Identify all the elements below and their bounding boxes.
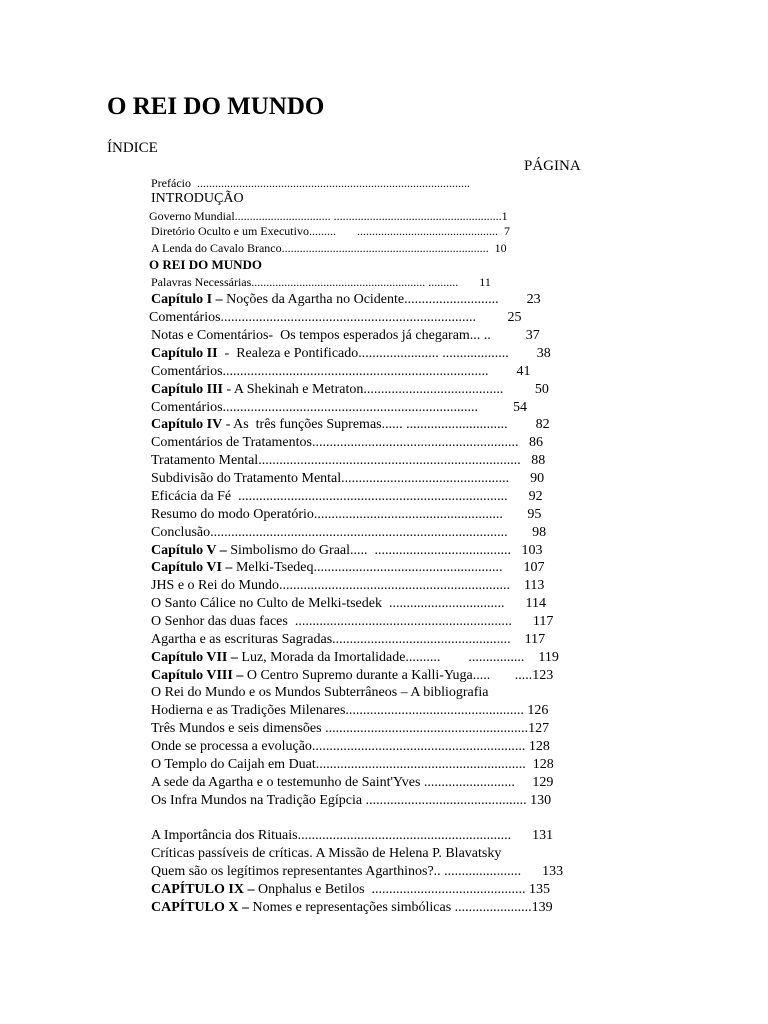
toc-entry: Quem são os legítimos representantes Agarthinos?.. ...................... 133 [151,864,564,879]
toc-entry: JHS e o Rei do Mundo.................................................................. 113 [151,578,545,593]
toc-entry: Agartha e as escrituras Sagradas................................................... 117 [151,632,546,647]
toc-section-heading: O REI DO MUNDO [149,257,263,272]
toc-entry: CAPÍTULO IX – Onphalus e Betilos ............................................ 135 [151,882,551,897]
toc-entry: Hodierna e as Tradições Milenares................................................... 126 [151,703,549,718]
toc-entry: Diretório Oculto e um Executivo......... ............................................... 7 [151,224,510,238]
toc-entry: Comentários............................................................................ 41 [151,364,531,379]
toc-entry: Capítulo VIII – O Centro Supremo durante a Kalli-Yuga..... .....123 [151,668,554,683]
toc-entry: Prefácio ........................................................................................... [151,176,470,190]
toc-entry: Críticas passíveis de críticas. A Missão de Helena P. Blavatsky [151,846,502,861]
toc-entry: Comentários......................................................................... 25 [149,310,522,325]
toc-section-heading: INTRODUÇÃO [151,191,244,206]
toc-entry: Onde se processa a evolução............................................................. 128 [151,739,550,754]
toc-entry: Três Mundos e seis dimensões ..........................................................127 [151,721,550,736]
toc-entry: Eficácia da Fé ............................................................................. 92 [151,489,543,504]
toc-entry: O Senhor das duas faces .............................................................. 117 [151,614,554,629]
toc-entry: Capítulo VII – Luz, Morada da Imortalidade.......... ................ 119 [151,650,559,665]
toc-entry: Governo Mundial................................ ........................................................1 [149,209,508,223]
toc-entry: A sede da Agartha e o testemunho de Saint'Yves .......................... 129 [151,775,554,790]
toc-entry: Capítulo III - A Shekinah e Metraton........................................ 50 [151,382,549,397]
page-column-heading: PÁGINA [524,158,581,174]
toc-entry: A Lenda do Cavalo Branco..................................................................... 10 [151,241,507,255]
toc-entry: Notas e Comentários- Os tempos esperados já chegaram... .. 37 [151,328,540,343]
toc-entry: Capítulo II - Realeza e Pontificado....................... ................... 38 [151,346,551,361]
toc-entry: Capítulo V – Simbolismo do Graal..... ....................................... 103 [151,543,543,558]
page-title: O REI DO MUNDO [107,93,325,120]
toc-entry: Os Infra Mundos na Tradição Egípcia .............................................. 130 [151,793,552,808]
toc-entry: A Importância dos Rituais............................................................. 131 [151,828,554,843]
toc-entry: Palavras Necessárias.......................................................... .......... 11 [151,275,491,289]
toc-entry: Comentários de Tratamentos........................................................... 86 [151,435,543,450]
toc-entry: O Rei do Mundo e os Mundos Subterrâneos – A bibliografia [151,685,489,700]
toc-entry: Resumo do modo Operatório...................................................... 95 [151,507,542,522]
index-heading: ÍNDICE [107,140,158,156]
toc-entry: CAPÍTULO X – Nomes e representações simbólicas ......................139 [151,900,553,915]
toc-entry: Capítulo I – Noções da Agartha no Ocidente........................... 23 [151,292,541,307]
toc-entry: O Santo Cálice no Culto de Melki-tsedek ................................. 114 [151,596,546,611]
toc-entry: O Templo do Caijah em Duat............................................................ 128 [151,757,554,772]
toc-entry: Conclusão..................................................................................... 98 [151,525,547,540]
toc-entry: Capítulo IV - As três funções Supremas...... ............................. 82 [151,417,550,432]
toc-entry: Comentários......................................................................... 54 [151,400,528,415]
toc-entry: Tratamento Mental........................................................................... 88 [151,453,546,468]
toc-entry: Capítulo VI – Melki-Tsedeq...................................................... 107 [151,560,545,575]
toc-entry: Subdivisão do Tratamento Mental................................................ 90 [151,471,545,486]
